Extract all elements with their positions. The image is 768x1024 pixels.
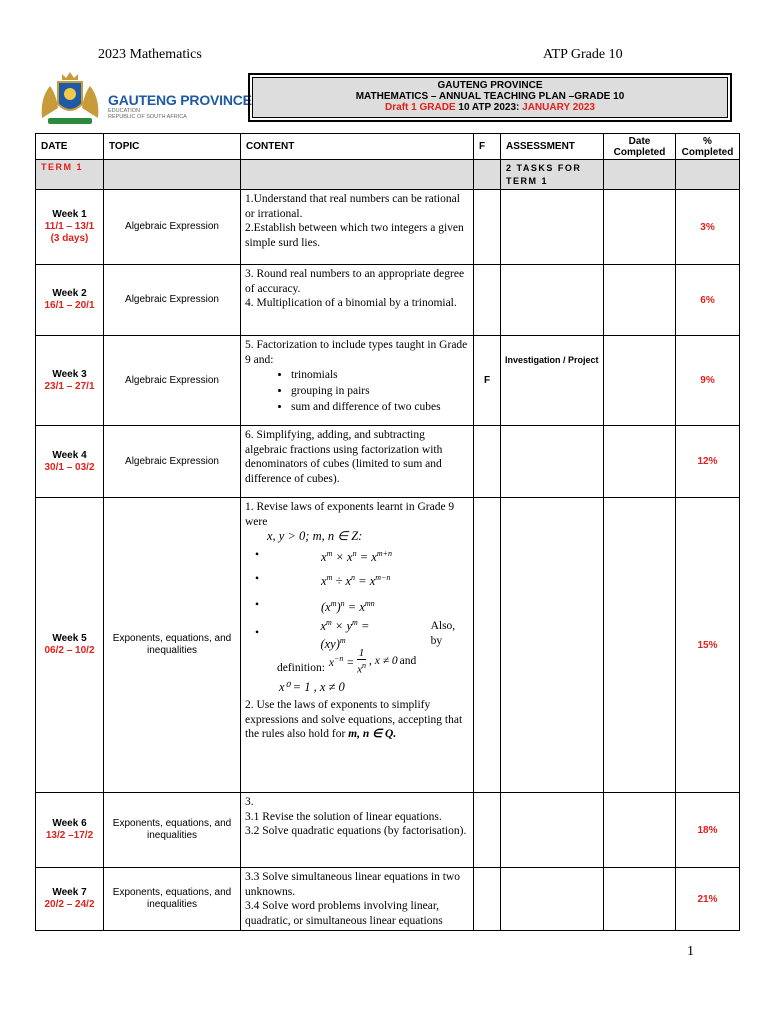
col-topic: TOPIC	[104, 134, 241, 160]
coat-of-arms-icon	[36, 68, 104, 130]
table-row: Week 6 13/2 –17/2 Exponents, equations, and inequalities 3. 3.1 Revise the solution of linear equations. 3.2 Solve quadratic equations (by factorisation). 18%	[36, 793, 740, 868]
list-item: • sum and difference of two cubes	[291, 399, 469, 415]
pct-completed: 21%	[676, 868, 740, 931]
page-number: 1	[687, 944, 694, 959]
term-row	[36, 160, 740, 190]
header-right: ATP Grade 10	[543, 47, 623, 62]
title-line-3: Draft 1 GRADE 10 ATP 2023: JANUARY 2023	[385, 102, 595, 113]
logo-sub-1: EDUCATION	[108, 108, 140, 114]
col-date: DATE	[36, 134, 104, 160]
term-tasks: 2 TASKS FOR TERM 1	[501, 160, 604, 190]
title-box	[248, 73, 732, 122]
formal-marker: F	[474, 336, 501, 426]
title-line-1: GAUTENG PROVINCE	[437, 80, 543, 91]
logo-name: GAUTENG PROVINCE	[108, 92, 252, 108]
logo-sub-2: REPUBLIC OF SOUTH AFRICA	[108, 114, 187, 120]
gauteng-logo	[36, 68, 252, 130]
pct-completed: 18%	[676, 793, 740, 868]
header-left: 2023 Mathematics	[98, 47, 202, 62]
col-pct-completed: % Completed	[676, 134, 740, 160]
teaching-plan-table	[35, 133, 740, 931]
col-assessment: ASSESSMENT	[501, 134, 604, 160]
pct-completed: 12%	[676, 426, 740, 498]
col-f: F	[474, 134, 501, 160]
table-row: Week 5 06/2 – 10/2 Exponents, equations, and inequalities 1. Revise laws of exponents learnt in Grade 9 were x, y > 0; m, n ∈ Z: • $x^m \times x^n = x^{m+n}$ • $x^m \div x^n = x^{m-n}$ • $(x^m)^n = x^{mn}$ • $x^m \times y^m = (xy)^m$ Also, by definition: $x^{-n}$ = $\frac{1}{x^n}$ , x ≠ 0 and x⁰ = 1 , x ≠ 0 2. Use the laws of exponents to simplify expressions and solve equations, accepting that the rules also hold for m, n ∈ Q. 15%	[36, 498, 740, 793]
title-line-2: MATHEMATICS – ANNUAL TEACHING PLAN –GRADE 10	[355, 91, 625, 102]
list-item: • trinomials	[291, 367, 469, 383]
term-label: TERM 1	[36, 160, 104, 190]
table-row: Week 7 20/2 – 24/2 Exponents, equations, and inequalities 3.3 Solve simultaneous linear equations in two unknowns. 3.4 Solve word problems involving linear, quadratic, or simultaneous linear equations 21%	[36, 868, 740, 931]
col-date-completed: Date Completed	[604, 134, 676, 160]
exponent-condition: x, y > 0; m, n ∈ Z:	[267, 529, 363, 543]
pct-completed: 3%	[676, 190, 740, 265]
table-row: Week 1 11/1 – 13/1 (3 days) Algebraic Expression 1.Understand that real numbers can be rational or irrational. 2.Establish between which two integers a given simple surd lies. 3%	[36, 190, 740, 265]
table-row: Week 2 16/1 – 20/1 Algebraic Expression 3. Round real numbers to an appropriate degree of accuracy. 4. Multiplication of a binomial by a trinomial. 6%	[36, 265, 740, 336]
col-content: CONTENT	[241, 134, 474, 160]
table-row: Week 4 30/1 – 03/2 Algebraic Expression 6. Simplifying, adding, and subtracting algebraic fractions using factorization with denominators of cubes (limited to sum and difference of cubes). 12%	[36, 426, 740, 498]
table-row: Week 3 23/1 – 27/1 Algebraic Expression 5. Factorization to include types taught in Grade 9 and: • trinomials • grouping in pairs • sum and difference of two cubes F Investigation / Project 9%	[36, 336, 740, 426]
list-item: • grouping in pairs	[291, 383, 469, 399]
pct-completed: 9%	[676, 336, 740, 426]
pct-completed: 15%	[676, 498, 740, 793]
assessment-text: Investigation / Project	[501, 336, 604, 426]
pct-completed: 6%	[676, 265, 740, 336]
table-header-row	[36, 134, 740, 160]
